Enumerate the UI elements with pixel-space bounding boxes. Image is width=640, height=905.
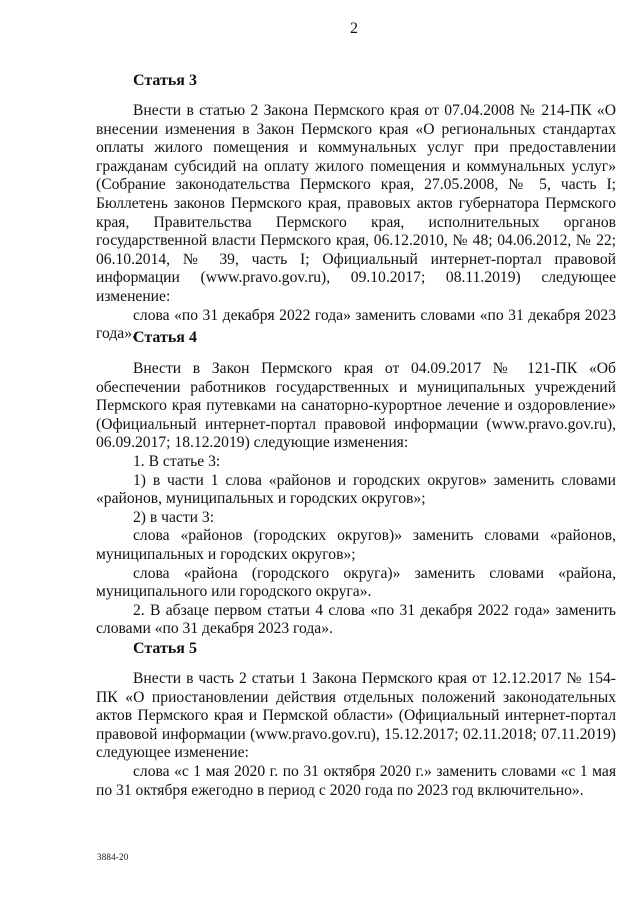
article-5-heading: Статья 5 — [133, 640, 197, 657]
article-5-paragraph-2: слова «с 1 мая 2020 г. по 31 октября 2020 г.» заменить словами «с 1 мая по 31 октября ежегодно в период с 2020 года по 2023 год включительно». — [96, 762, 616, 799]
article-4-heading: Статья 4 — [133, 329, 197, 346]
article-3-heading: Статья 3 — [133, 72, 197, 89]
article-4-paragraph-5: слова «районов (городских округов)» заменить словами «районов, муниципальных и городских округов»; — [96, 527, 616, 563]
article-4-paragraph-2: 1. В статье 3: — [133, 452, 221, 470]
article-5-paragraph-1: Внести в часть 2 статьи 1 Закона Пермского края от 12.12.2017 № 154-ПК «О приостановлении действия отдельных положений законодательных актов Пермского края и Пермской области» (Официальный интернет-портал правовой информации (www.pravo.gov.ru), 15.12.2017; 02.11.2018; 07.11.2019) следующее изменение: — [96, 670, 616, 762]
article-3-paragraph-2: слова «по 31 декабря 2022 года» заменить словами «по 31 декабря 2023 года». — [96, 306, 616, 343]
article-4-paragraph-1: Внести в Закон Пермского края от 04.09.2017 № 121-ПК «Об обеспечении работников государственных и муниципальных учреждений Пермского края путевками на санаторно-курортное лечение и оздоровление» (Официальный интернет-портал правовой информации (www.pravo.gov.ru), 06.09.2017; 18.12.2019) следующие изменения: — [96, 360, 616, 452]
article-3-body — [96, 102, 616, 344]
article-5-body — [96, 670, 616, 800]
article-4-paragraph-4: 2) в части 3: — [133, 508, 215, 526]
article-4-paragraph-6: слова «района (городского округа)» заменить словами «района, муниципального или городского округа». — [96, 564, 616, 601]
article-4-body — [96, 360, 616, 639]
article-3-paragraph-1: Внести в статью 2 Закона Пермского края от 07.04.2008 № 214-ПК «О внесении изменения в Закон Пермского края «О региональных стандартах оплаты жилого помещения и коммунальных услуг при предоставлении гражданам субсидий на оплату жилого помещения и коммунальных услуг» (Собрание законодательства Пермского края, 27.05.2008, № 5, часть I; Бюллетень законов Пермского края, правовых актов губернатора Пермского края, Правительства Пермского края, исполнительных органов государственной власти Пермского края, 06.12.2010, № 48; 04.06.2012, № 22; 06.10.2014, № 39, часть I; Официальный интернет-портал правовой информации (www.pravo.gov.ru), 09.10.2017; 08.11.2019) следующее изменение: — [96, 102, 616, 305]
page-number: 2 — [350, 20, 358, 37]
article-4-paragraph-7: 2. В абзаце первом статьи 4 слова «по 31 декабря 2022 года» заменить словами «по 31 декабря 2023 года». — [96, 601, 616, 638]
document-code: 3884-20 — [97, 852, 129, 862]
article-4-paragraph-3: 1) в части 1 слова «районов и городских округов» заменить словами «районов, муниципальных и городских округов»; — [96, 471, 616, 508]
